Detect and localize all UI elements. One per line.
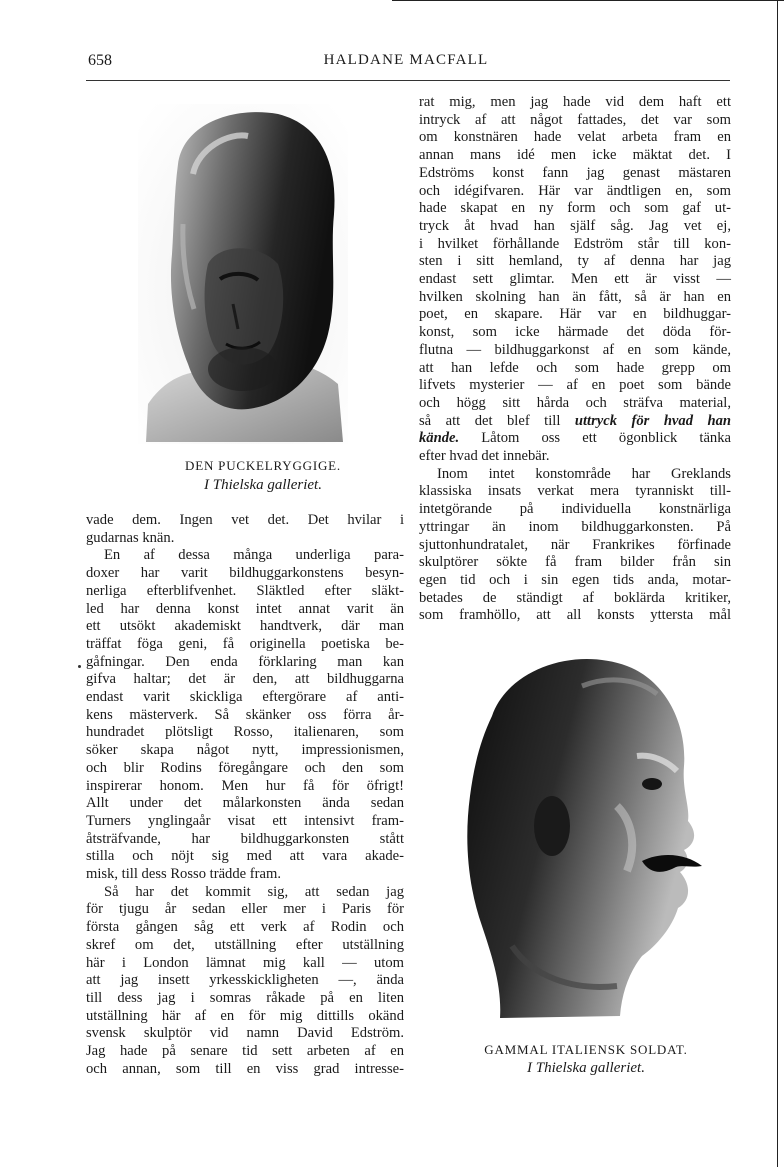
figure-2-caption: GAMMAL ITALIENSK SOLDAT. bbox=[484, 1042, 688, 1057]
paragraph bbox=[86, 884, 404, 1079]
text-line: att han lefde och som hade grepp om bbox=[419, 359, 731, 376]
text-line: tryck åt hvad han själf såg. Jag vet ej, bbox=[419, 217, 731, 234]
text-line: klassiska insats verkat mera tyranniskt till- bbox=[419, 483, 731, 500]
text-line: som framhöllo, att all konsts yttersta mål bbox=[419, 607, 731, 624]
text-line bbox=[419, 430, 731, 448]
text-line: sten i sitt hemland, ty af denna har jag bbox=[419, 253, 731, 270]
text-line: Allt under det målarkonsten ända sedan bbox=[86, 795, 404, 812]
page-number: 658 bbox=[88, 52, 112, 69]
text-line: endast sett glimtar. Men ett är visst — bbox=[419, 271, 731, 288]
text-line: för tjugu år sedan eller mer i Paris för bbox=[86, 901, 404, 918]
text-line: åtsträfvande, har bildhuggarkonsten stått bbox=[86, 830, 404, 847]
text-run: Låtom oss ett ögonblick tänka bbox=[481, 430, 731, 447]
header-rule bbox=[86, 80, 730, 81]
text-line: poet, en skapare. Här var en bildhuggar- bbox=[419, 306, 731, 323]
text-line: och annan, som till en viss grad intresse- bbox=[86, 1060, 404, 1077]
text-run: så att det blef till bbox=[419, 412, 561, 429]
figure-gammal-italiensk-soldat bbox=[452, 646, 712, 1026]
text-line: svensk skulptör vid namn David Edström. bbox=[86, 1025, 404, 1042]
text-line bbox=[419, 413, 731, 431]
text-line: skref om det, utställning efter utställning bbox=[86, 936, 404, 953]
paragraph bbox=[86, 547, 404, 883]
text-line: hade skapat en ny form och som gaf ut- bbox=[419, 200, 731, 217]
paragraph bbox=[86, 512, 404, 547]
text-line: led har denna konst intet annat varit än bbox=[86, 600, 404, 617]
text-line: första gången såg ett verk af Rodin och bbox=[86, 919, 404, 936]
text-line: till dess jag i somras råkade på en liten bbox=[86, 989, 404, 1006]
figure-2-subcaption: I Thielska galleriet. bbox=[527, 1060, 645, 1076]
text-line: Inom intet konstområde har Greklands bbox=[437, 465, 731, 482]
text-line: Så har det kommit sig, att sedan jag bbox=[104, 883, 404, 900]
running-head: HALDANE MACFALL bbox=[323, 52, 489, 68]
text-line: gudarnas knän. bbox=[86, 529, 175, 546]
text-line: Jag hade på senare tid sett arbeten af en bbox=[86, 1043, 404, 1060]
text-line: efter hvad det innebär. bbox=[419, 448, 550, 465]
text-line: inspirerar honom. Men hur få för öfrigt! bbox=[86, 777, 404, 794]
text-line: hvilken skolning han än fått, så är han en bbox=[419, 288, 731, 305]
text-line: ett utsökt akademiskt handtverk, där man bbox=[86, 618, 404, 635]
text-line: vade dem. Ingen vet det. Det hvilar i bbox=[86, 512, 404, 528]
text-line: yttringar än inom bildhuggarkonsten. På bbox=[419, 518, 731, 535]
text-line: gifva haltar; det är den, att bildhuggarna bbox=[86, 671, 404, 688]
text-line: En af dessa många underliga para- bbox=[104, 547, 404, 564]
italic-emphasis: uttryck för hvad han bbox=[574, 412, 732, 429]
text-line: hundradet plötsligt Rosso, italienaren, som bbox=[86, 724, 404, 741]
text-line: misk, till dess Rosso trädde fram. bbox=[86, 866, 281, 883]
text-line: och idégifvaren. Här var ändtligen en, som bbox=[419, 182, 731, 199]
text-line: här i London lämnat mig kall — utom bbox=[86, 954, 404, 971]
text-line: flutna — bildhuggarkonst af en som kände, bbox=[419, 341, 731, 358]
margin-mark bbox=[78, 665, 81, 668]
text-line: Edströms konst fann jag genast mästaren bbox=[419, 164, 731, 181]
text-line: nerliga efterblifvenhet. Släktled efter släkt- bbox=[86, 582, 404, 599]
text-line: konst, som icke härmade det döda för- bbox=[419, 324, 731, 341]
figure-1-caption: DEN PUCKELRYGGIGE. bbox=[185, 458, 341, 473]
text-line: utställning här af en för mig dittills okänd bbox=[86, 1007, 404, 1024]
scan-border-top bbox=[392, 0, 784, 1]
paragraph bbox=[419, 466, 731, 625]
paragraph bbox=[419, 94, 731, 466]
text-line: intetgörande på individuella konstnärliga bbox=[419, 501, 731, 518]
text-line: sjuttonhundratalet, när Frankrikes förfinade bbox=[419, 536, 731, 553]
text-line: träffat föga geni, få originella poetiska be- bbox=[86, 635, 404, 652]
text-line: att jag insett yrkesskickligheten —, ända bbox=[86, 972, 404, 989]
italic-emphasis: kände. bbox=[419, 430, 460, 447]
text-line: söker skapa något nytt, impressionismen, bbox=[86, 742, 404, 759]
scan-border-right bbox=[777, 0, 778, 1167]
figure-1-subcaption: I Thielska galleriet. bbox=[204, 477, 322, 493]
text-line: och högg sitt hårda och sträfva material, bbox=[419, 394, 731, 411]
left-column bbox=[86, 512, 404, 1079]
text-line: endast varit skickliga eftergörare af anti- bbox=[86, 689, 404, 706]
text-line: gåfningar. Den enda förklaring man kan bbox=[86, 653, 404, 670]
text-line: intryck af att något fattades, det var som bbox=[419, 111, 731, 128]
text-line: och blir Rodins föregångare och den som bbox=[86, 759, 404, 776]
text-line: i hvilket förhållande Edström står till kon- bbox=[419, 235, 731, 252]
right-column bbox=[419, 94, 731, 625]
text-line: rat mig, men jag hade vid dem haft ett bbox=[419, 94, 731, 110]
text-line: skulptörer sökte få fram bilder från sin bbox=[419, 554, 731, 571]
text-line: kens mästerverk. Så skänker oss förra år- bbox=[86, 706, 404, 723]
text-line: om konstnären hade velat arbeta fram en bbox=[419, 129, 731, 146]
figure-den-puckelryggige bbox=[138, 104, 348, 444]
text-line: Turners ynglingaår visat ett intensivt fram- bbox=[86, 812, 404, 829]
text-line: lifvets mysterier — af en poet som bände bbox=[419, 377, 731, 394]
text-line: doxer har varit bildhuggarkonstens besyn- bbox=[86, 565, 404, 582]
text-line: stilla och nöjt sig med att vara akade- bbox=[86, 848, 404, 865]
text-line: egen tid och i sin egen tids anda, motar- bbox=[419, 571, 731, 588]
text-line: betades de ständigt af boklärda kritiker, bbox=[419, 589, 731, 606]
text-line: annan mans idé men icke mäktat det. I bbox=[419, 147, 731, 164]
